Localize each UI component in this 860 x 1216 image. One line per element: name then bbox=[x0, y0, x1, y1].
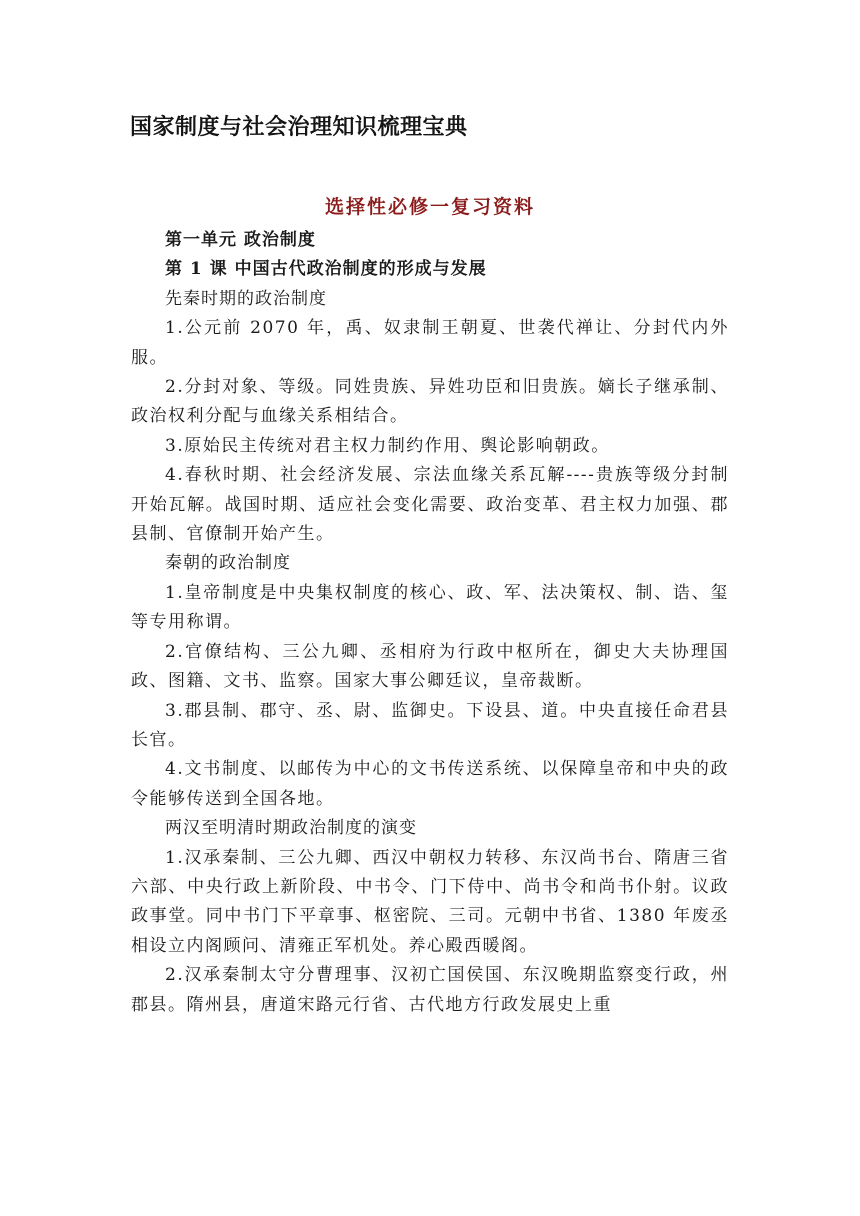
section-heading: 秦朝的政治制度 bbox=[165, 553, 291, 574]
document-body bbox=[131, 190, 729, 1020]
paragraph: 3.原始民主传统对君主权力制约作用、舆论影响朝政。 bbox=[165, 435, 610, 456]
section-heading: 先秦时期的政治制度 bbox=[165, 288, 327, 309]
paragraph: 4.文书制度、以邮传为中心的文书传送系统、以保障皇帝和中央的政令能够传送到全国各地。 bbox=[131, 759, 729, 809]
section-heading: 两汉至明清时期政治制度的演变 bbox=[165, 818, 417, 839]
document-title: 国家制度与社会治理知识梳理宝典 bbox=[130, 115, 468, 140]
document-subtitle: 选择性必修一复习资料 bbox=[324, 196, 535, 218]
lesson-heading: 第 1 课 中国古代政治制度的形成与发展 bbox=[165, 259, 487, 280]
paragraph: 2.官僚结构、三公九卿、丞相府为行政中枢所在，御史大夫协理国政、图籍、文书、监察。国家大事公卿廷议，皇帝裁断。 bbox=[131, 641, 729, 692]
paragraph: 1.汉承秦制、三公九卿、西汉中朝权力转移、东汉尚书台、隋唐三省六部、中央行政上新阶段、中书令、门下侍中、尚书令和尚书仆射。议政政事堂。同中书门下平章事、枢密院、三司。元朝中书省、1380 年废丞相设立内阁顾问、清雍正军机处。养心殿西暖阁。 bbox=[131, 847, 729, 956]
section-pre-qin bbox=[131, 285, 729, 550]
paragraph: 2.分封对象、等级。同姓贵族、异姓功臣和旧贵族。嫡长子继承制、政治权利分配与血缘关系相结合。 bbox=[131, 377, 729, 427]
section-han-to-qing bbox=[131, 814, 729, 1020]
paragraph: 2.汉承秦制太守分曹理事、汉初亡国侯国、东汉晚期监察变行政，州郡县。隋州县，唐道宋路元行省、古代地方行政发展史上重 bbox=[131, 965, 729, 1015]
paragraph: 4.春秋时期、社会经济发展、宗法血缘关系瓦解----贵族等级分封制开始瓦解。战国时期、适应社会变化需要、政治变革、君主权力加强、郡县制、官僚制开始产生。 bbox=[131, 465, 729, 545]
unit-heading: 第一单元 政治制度 bbox=[165, 230, 316, 250]
paragraph: 1.皇帝制度是中央集权制度的核心、政、军、法决策权、制、诰、玺等专用称谓。 bbox=[131, 582, 729, 633]
paragraph: 3.郡县制、郡守、丞、尉、监御史。下设县、道。中央直接任命君县长官。 bbox=[131, 700, 729, 750]
paragraph: 1.公元前 2070 年，禹、奴隶制王朝夏、世袭代禅让、分封代内外服。 bbox=[131, 318, 729, 368]
section-qin bbox=[131, 549, 729, 814]
